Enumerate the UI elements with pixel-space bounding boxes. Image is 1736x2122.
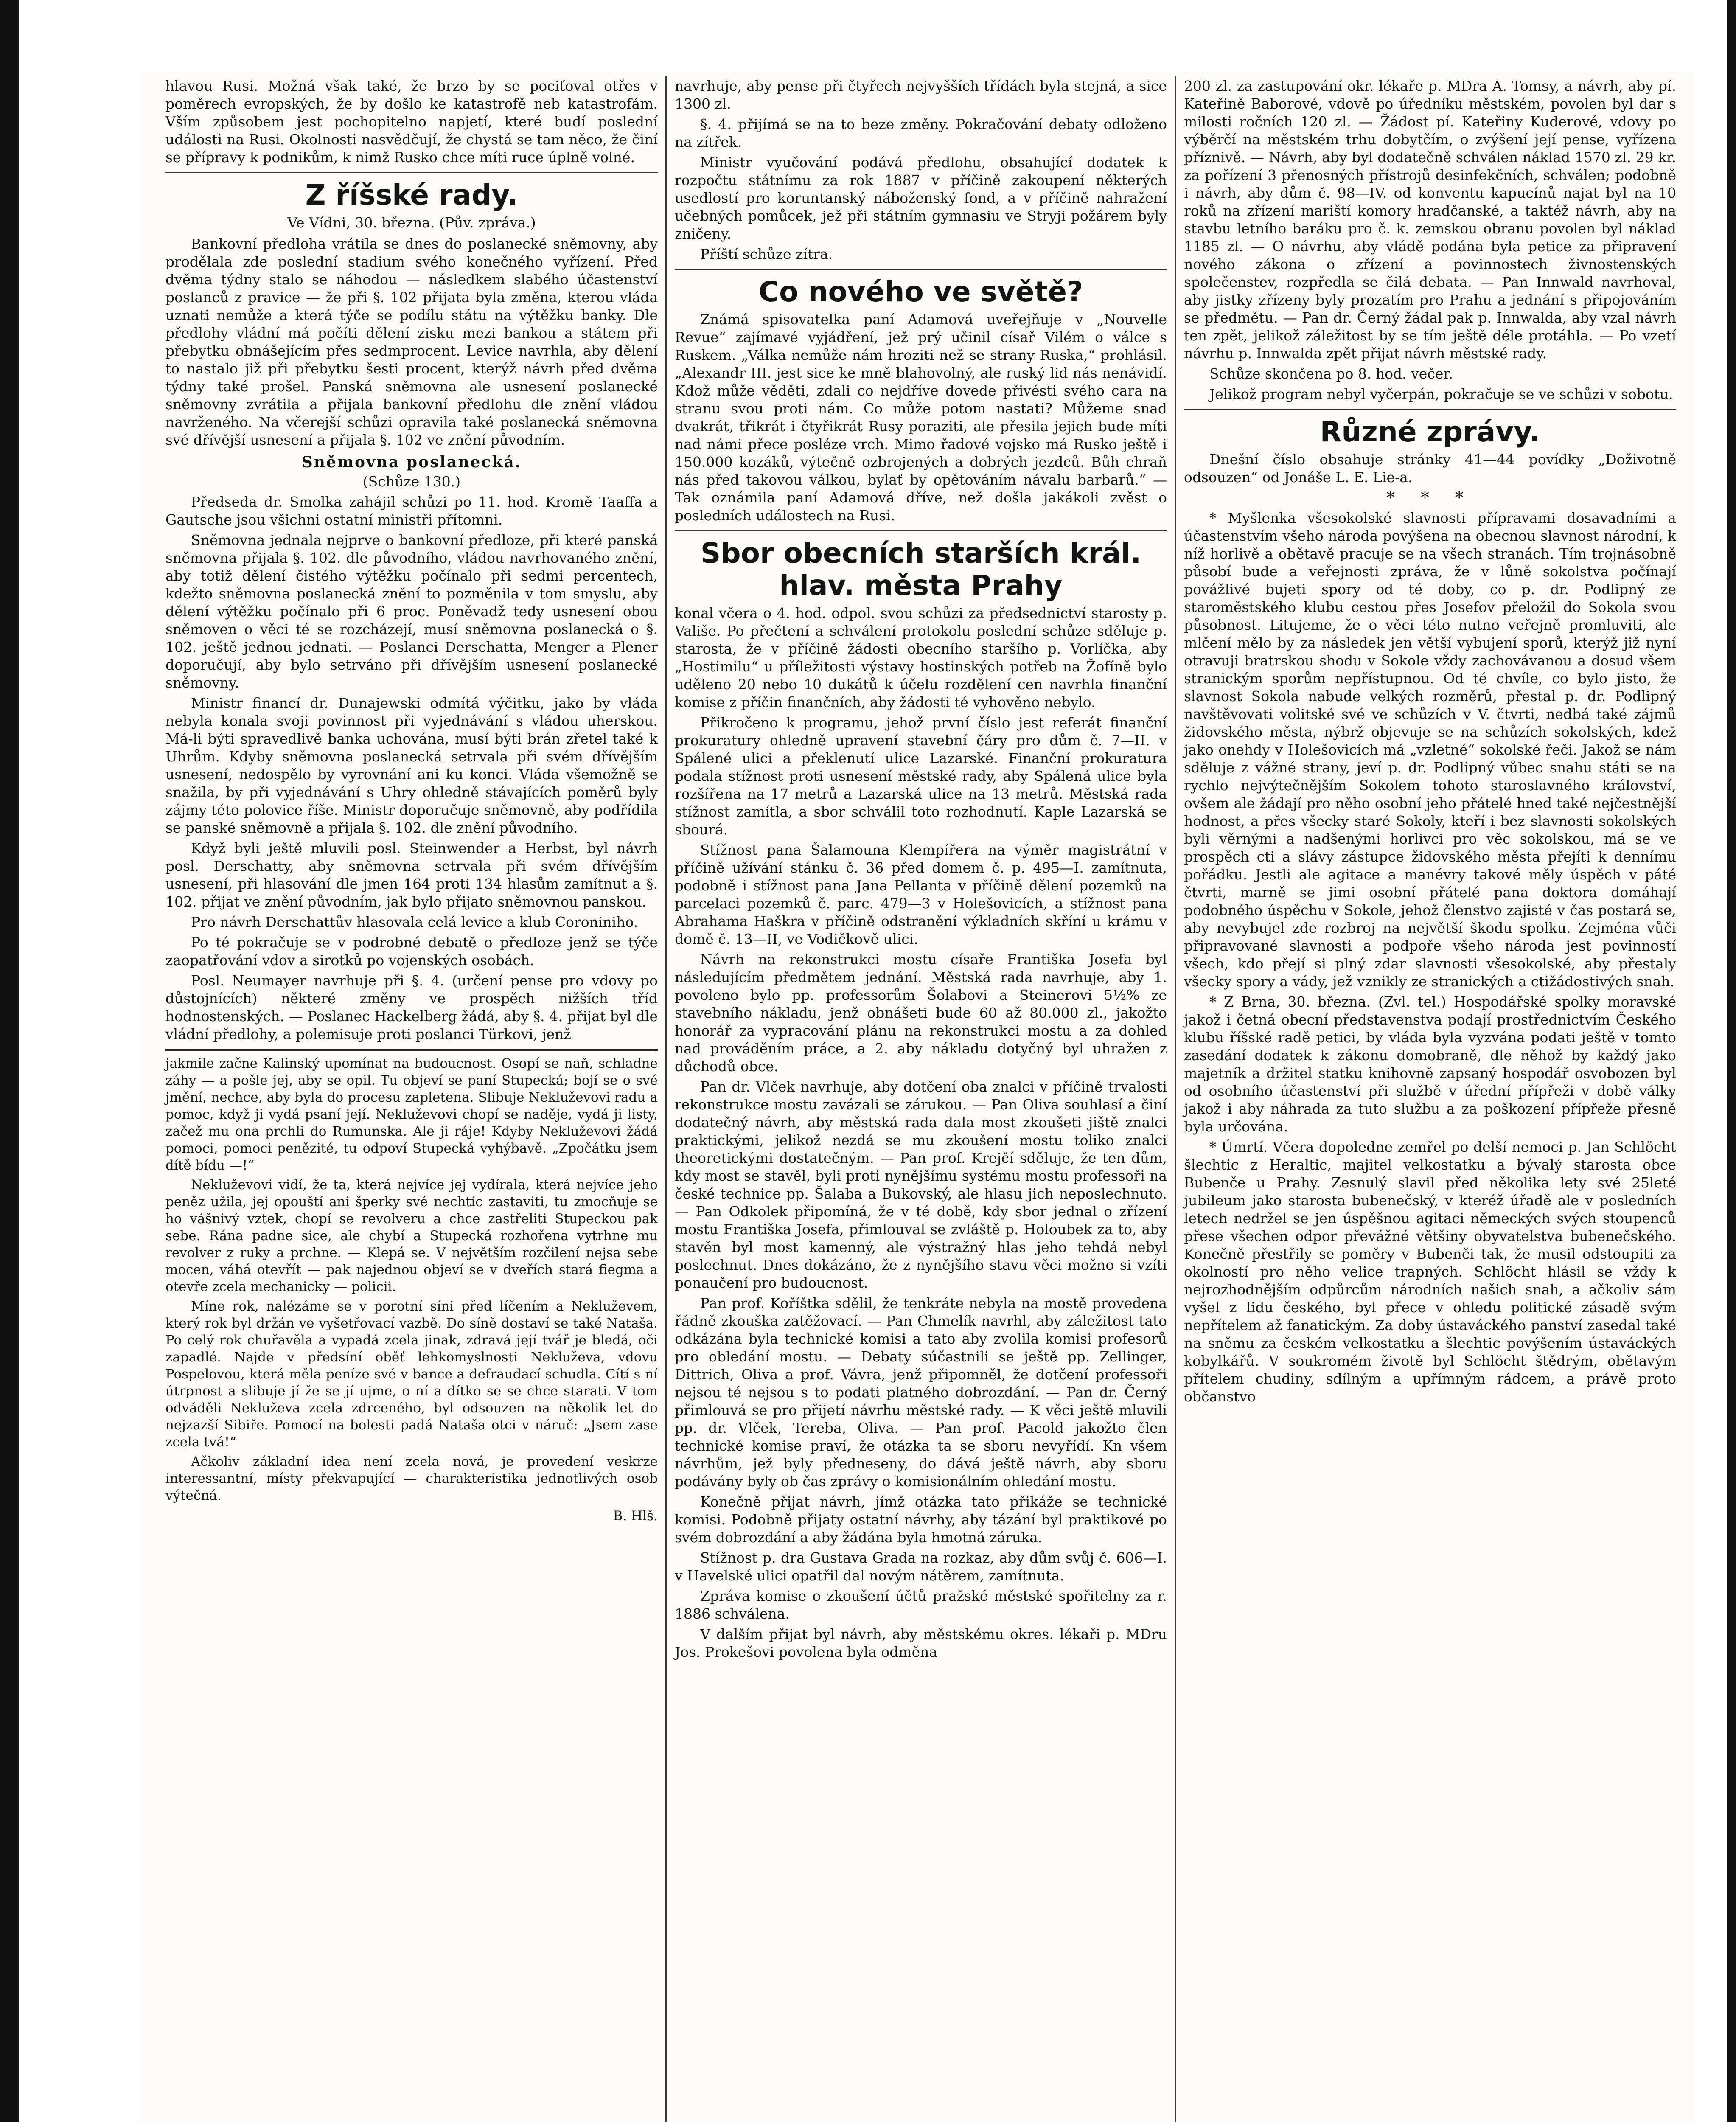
- scan-border-left: [0, 0, 19, 2122]
- separator: [1184, 409, 1676, 410]
- article-paragraph: Když byli ještě mluvili posl. Steinwender a Herbst, byl návrh posl. Derschatty, aby sněmovna setrvala při svém dřívějším usnesení, při hlasování dle jmen 164 proti 134 hlasům zamítnut a §. 102. přijat ve znění původním, jak bylo přijato sněmovnou panskou.: [165, 840, 658, 910]
- feuilleton-paragraph: Ačkoliv základní idea není zcela nová, je provedení veskrze interessantní, místy překvapující — charakteristika jednotlivých osob výtečná.: [165, 1454, 658, 1503]
- column-2: [675, 77, 1167, 1664]
- article-paragraph: Ministr vyučování podává předlohu, obsahující dodatek k rozpočtu státnímu za rok 1887 v příčině zakoupení některých usedlostí pro koruntanský náboženský fond, a v příčině nahražení učebných pomůcek, jež při státním gymnasiu ve Stryji požárem byly zničeny.: [675, 154, 1167, 242]
- feuilleton-rule: [165, 1049, 658, 1051]
- article-paragraph: Stížnost pana Šalamouna Klempířera na výměr magistrátní v příčině užívání stánku č. 36 před domem č. p. 495—I. zamítnuta, podobně i stížnost pana Jana Pellanta v příčině dělení pozemků na parcelaci pozemků č. parc. 479—3 v Holešovicích, a stížnost pana Abrahama Haškra v příčině odstranění výkladních skříní u krámu v domě č. 13—II, ve Vodičkově ulici.: [675, 842, 1167, 947]
- column-divider: [665, 76, 667, 2122]
- article-paragraph: 200 zl. za zastupování okr. lékaře p. MDra A. Tomsy, a návrh, aby pí. Kateřině Baborové, vdově po úředníku městském, povolen byl dar s milosti ročních 120 zl. — Žádost pí. Kateřiny Kuderové, vdovy po výběrčí na městském trhu dobytčím, o zvýšení její pense, vyřízena příznivě. — Návrh, aby byl dodatečně schválen náklad 1570 zl. 29 kr. za pořízení 3 přenosných přístrojů desinfekčních, schválen; podobně i návrh, aby dům č. 98—IV. od konventu kapucínů najat byl na 10 roků na zřízení mariští komory hradčanské, a taktéž návrh, aby na stavbu letního baráku pro č. k. zemskou obranu povolen byl náklad 1185 zl. — O návrhu, aby vládě podána byla petice za připravení nového zákona o zřízení a povinnostech živnostenských společenstev, rozpředla se čilá debata. — Pan Innwald navrhoval, aby jistky zřízeny byly prozatím pro Prahu a jednání s připojováním se předmětu. — Pan dr. Černý žádal pak p. Innwalda, aby vzal návrh ten zpět, jelikož záležitost by se tím ještě déle protáhla. — Po vzetí návrhu p. Innwalda zpět přijat návrh městské rady.: [1184, 78, 1676, 362]
- section-stars: * * *: [1386, 488, 1474, 508]
- article-paragraph: Pro návrh Derschattův hlasovala celá levice a klub Coroniniho.: [191, 914, 638, 930]
- article-paragraph: Zpráva komise o zkoušení účtů pražské městské spořitelny za r. 1886 schválena.: [675, 1588, 1167, 1622]
- article-paragraph: navrhuje, aby pense při čtyřech nejvyšších třídách byla stejná, a sice 1300 zl.: [675, 78, 1167, 112]
- column-divider: [1175, 76, 1176, 2122]
- headline-imperial-council: Z říšské rady.: [305, 179, 518, 211]
- news-item: * Úmrtí. Včera dopoledne zemřel po delší nemoci p. Jan Schlöcht šlechtic z Heraltic, majitel velkostatku a bývalý starosta obce Bubenče u Prahy. Zesnulý slavil před několika lety své 25leté jubileum jako starosta bubenečský, v kteréž úřadě ale v posledních letech nedržel se jen úspěšnou agitaci německých svých stoupenců přese všechen odpor převážné většiny obyvatelstva bubenečského. Konečně přestřily se poměry v Bubenči tak, že musil odstoupiti za okolností pro něho velice trapných. Schlöcht hlásil se vždy k nejrozhodnějším odpůrcům národních našich snah, a ačkoliv sám vyšel z lidu českého, byl přece v ohledu politické zásadě svým nepřítelem až fanatickým. Za doby ústaváckého panství zasedal také na sněmu za českém velkostatku a šlechtic povýšením ústaváckých kobylkářů. V soukromém životě byl Schlöcht štědrým, obětavým přítelem chudiny, sdílným a upřímným rádcem, a právě proto občanstvo: [1184, 1139, 1676, 1405]
- separator: [165, 172, 658, 173]
- article-paragraph: Přikročeno k programu, jehož první číslo jest referát finanční prokuratury ohledně upravení stavební čáry pro dům č. 7—II. v Spálené ulici a překlenutí ulice Lazarské. Finanční prokuratura podala stížnost proti usnesení městské rady, aby Spálená ulice byla rozšířena na 17 metrů a Lazarská ulice na 13 metrů. Městská rada stížnost zamítla, a sbor schválil toto rozhodnutí. Kaple Lazarská se sbourá.: [675, 714, 1167, 838]
- article-paragraph: V dalším přijat byl návrh, aby městskému okres. lékaři p. MDru Jos. Prokešovi povolena byla odměna: [675, 1626, 1167, 1660]
- article-paragraph: Sněmovna jednala nejprve o bankovní předloze, při které panská sněmovna přijala §. 102. dle původního, vládou navrhovaného znění, aby totiž dělení čistého výtěžku počínalo při sedmi percentech, kdežto sněmovna poslanecká znění to pozměnila v tom smyslu, aby dělení výtěžku počínalo při 6 proc. Poněvadž tedy usnesení obou sněmoven o věci té se rozcházejí, musí sněmovna poslanecká o §. 102. ještě jednou jednati. — Poslanci Derschatta, Menger a Plener doporučují, aby bylo setrváno při dřívějším usnesení poslanecké sněmovny.: [165, 532, 658, 691]
- article-paragraph: Návrh na rekonstrukci mostu císaře Františka Josefa byl následujícím předmětem jednání. Městská rada navrhuje, aby 1. povoleno bylo pp. professorům Šolabovi a Steinerovi 5½% ze stavebního nákladu, jenž obnášeti bude 60 až 80.000 zl., jakožto honorář za vypracování plánu na rekonstrukci mostu a za dohled nad prováděním práce, a 2. aby nákladu dotyčný byl uhražen z důchodů obce.: [675, 951, 1167, 1075]
- column-1: [165, 77, 658, 1524]
- article-paragraph: Známá spisovatelka paní Adamová uveřejňuje v „Nouvelle Revue“ zajímavé vyjádření, jež prý učinil císař Vilém o válce s Ruskem. „Válka nemůže nám hroziti než se strany Ruska,“ prohlásil. „Alexandr III. jest sice ke mně blahovolný, ale ruský lid nás nenávidí. Kdož může věděti, zdali co nejdříve dovede přivésti svého cara na stranu svou proti nám. Co může potom nastati? Můžeme snad dvakrát, třikrát i čtyřikrát Rusy poraziti, ale přesila jejich bude míti nad námi přece posléze vrch. Mimo řadové vojsko má Rusko ještě i 150.000 kozáků, výtečně ozbrojených a dobrých jezdců. Bůh chraň nás před takovou válkou, bylať by opětováním návalu barbarů.“ — Tak oznámila paní Adamová dříve, než došla jakákoli zvěst o posledních událostech na Rusi.: [675, 311, 1167, 524]
- intro-paragraph: hlavou Rusi. Možná však také, že brzo by se pociťoval otřes v poměrech evropských, že by došlo ke katastrofě neb katastrofám. Vším způsobem jest pochopitelno napjetí, které budí poslední události na Rusi. Okolnosti nasvědčují, že chystá se tam něco, že činí se přípravy k podnikům, k nimž Rusko chce míti ruce úplně volné.: [165, 78, 658, 166]
- article-paragraph: §. 4. přijímá se na to beze změny. Pokračování debaty odloženo na zítřek.: [675, 116, 1167, 150]
- news-item: * Z Brna, 30. března. (Zvl. tel.) Hospodářské spolky moravské jakož i četná obecní představenstva podají prostřednictvím Českého klubu říšské radě petici, by vláda byla vyzvána podati ještě v tomto zasedání dodatek k zákonu domobraně, dle něhož by každý jako majetník a držitel statku knihovně zapsaný hospodář osvobozen byl od osobního účastenství při službě v úřední přípřeži v době války jakož i aby náhrada za tuto službu a za poškození přípřeže přesně byla určována.: [1184, 994, 1676, 1135]
- article-paragraph: Konečně přijat návrh, jímž otázka tato přikáže se technické komisi. Podobně přijaty ostatní návrhy, aby tázání byl praktikové po svém dobrozdání a aby žádána byla hmotná záruka.: [675, 1493, 1167, 1546]
- news-item: * Myšlenka všesokolské slavnosti přípravami dosavadními a účastenstvím všeho národa povýšena na obecnou slavnost národní, k níž horlivě a obětavě pracuje se na všech stranách. Tím trojnásobně působí bude a veřejnosti zpráva, že v lůně sokolstva počínají povážlivé bujeti spory od té doby, co p. dr. Podlipný ze staroměstského klubu cestou přes Josefov přeložil do Sokola svou působnost. Litujeme, že o věci této nutno veřejně promluviti, ale mlčení mělo by za následek jen větší vybujení sporů, kterýž již nyní otravuji bratrskou shodu v Sokole vždy zachovávanou a dosud všem stranickým sporům nepřístupnou. Od té chvíle, co bylo jisto, že slavnost Sokola nabude velkých rozměrů, přestal p. dr. Podlipný navštěvovati volitské své ve schůzích v V. čtvrti, nedbá také zájmů židovského města, nýbrž objevuje se na schůzích sokolských, kdež jako onehdy v Holešovicích má „vzletné“ sokolské řeči. Jakož se nám sděluje z vážné strany, jeví p. dr. Podlipný vůbec snahu státi se na rychlo nejvýtečnějším Sokolem tohoto staroslavného království, ovšem ale žádají pro něho osobní jeho přátelé hned také nejčestnější hodnost, a přes všecky staré Sokoly, kteří i bez slavnosti sokolských byli věrnými a nadšenými horlivci pro věc sokolskou, má se ve prospěch cti a slávy zástupce židovského města přejíti k dennímu pořádku. Jestli ale agitace a manévry takové měly úspěch v páté čtvrti, marně se jimi osobní přátelé pana doktora domáhají podobného úspěchu v Sokole, jehož členstvo zajisté v čas postará se, aby nevybujel zde rozbroj na největší škodu spolku. Zejména vůči připravované slavnosti a podpoře všeho národa jest povinností všech, kdo přejí si plný zdar slavnosti všesokolské, aby přestaly všecky spory a vády, jež vznikly ze stranických a ctižádostivých snah.: [1184, 510, 1676, 990]
- article-paragraph: Schůze skončena po 8. hod. večer.: [1209, 365, 1453, 382]
- article-paragraph: Ministr financí dr. Dunajewski odmítá výčitku, jako by vláda nebyla konala svoji povinnost při vyjednávání s vládou uherskou. Má-li býti spravedlivě banka uchována, musí býti brán zřetel také k Uhrům. Kdyby sněmovna poslanecká setrvala při svém dřívějším usnesení, nedospělo by vyrovnání ani ku konci. Vláda všemožně se snažila, by při vyjednávání s Uhry ohledně stávajících poměrů byly zájmy této polovice říše. Ministr doporučuje sněmovně, aby podřídila se panské sněmovně a přijala §. 102. dle znění původního.: [165, 695, 658, 836]
- separator: [675, 269, 1167, 270]
- scan-border-right: [1727, 0, 1736, 2122]
- headline-various-news: Různé zprávy.: [1320, 415, 1540, 448]
- article-paragraph: Příští schůze zítra.: [700, 246, 833, 262]
- subheadline-chamber: Sněmovna poslanecká.: [301, 453, 522, 471]
- headline-world-news: Co nového ve světě?: [758, 275, 1083, 308]
- article-paragraph: Pan dr. Vlček navrhuje, aby dotčení oba znalci v příčině trvalosti rekonstrukce mostu zavázali se zárukou. — Pan Oliva souhlasí a činí dodatečný návrh, aby městská rada dala most zkoušeti jiště znalci praktickými, jelikož nezdá se mu zkoušení mostu toliko znalci theoretickými dostatečným. — Pan prof. Krejčí sděluje, že ten dům, kdy most se stavěl, byli proti nynějšímu systému mostu professoři na české technice pp. Šalaba a Bukovský, ale hlasu jich neposlechnuto. — Pan Odkolek připomíná, že v té době, kdy sbor jednal o zřízení mostu Františka Josefa, přimlouval se zvláště p. Holoubek za to, aby stavěn byl most kamenný, ale výstražný hlas jeho tehdá nebyl poslechnut. Dnes dokázáno, že z nynějšího stavu věci možno si vzíti ponaučení pro budoucnost.: [675, 1078, 1167, 1291]
- dateline: Ve Vídni, 30. března. (Pův. zpráva.): [287, 214, 536, 231]
- feuilleton-paragraph: jakmile začne Kalinský upomínat na budoucnost. Osopí se naň, schladne záhy — a pošle jej, aby se opil. Tu objeví se paní Stupecká; bojí se o své jmění, nechce, aby byla do procesu zapletena. Slibuje Nekluževovi radu a pomoc, když ji vydá psaní její. Nekluževovi chopí se naděje, vydá ji listy, začež mu ona prchli do Rumunska. Ale ji ráje! Kdyby Nekluževovi žádá pomoci, pomoci penězité, tu odpoví Stupecká vyhýbavě. „Zpočátku jsem dítě bídu —!“: [165, 1056, 658, 1173]
- article-paragraph: Bankovní předloha vrátila se dnes do poslanecké sněmovny, aby prodělala zde poslední stadium svého konečného vyřízení. Před dvěma týdny stalo se náhodou — následkem slabého účastenství poslanců z pravice — že při §. 102 přijata byla změna, kterou vláda uznati nemůže a která týče se podílu státu na výtěžku banky. Dle předlohy vládní má počíti dělení zisku mezi bankou a státem při přebytku obnášejícím přes sedmprocent. Levice navrhla, aby dělení to nastalo již při přebytku šesti procent, kterýž návrh před dvěma týdny také prošel. Panská sněmovna ale usnesení poslanecké sněmovny zvrátila a přijala bankovní předlohu dle znění vládou navrženého. Na včerejší schůzi opravila také poslanecká sněmovna své dřívější usnesení a přijala §. 102 ve znění původním.: [165, 236, 658, 448]
- feuilleton-paragraph: Míne rok, nalézáme se v porotní síni před líčením a Nekluževem, který rok byl držán ve vyšetřovací vazbě. Do síně dostaví se také Nataša. Po celý rok chuřavěla a vypadá zcela jinak, zdravá její tvář je bledá, oči zapadlé. Najde v předsíní oběť lehkomyslnosti Nekluževa, vdovu Pospelovou, která měla peníze své v bance a defraudací schudla. Cítí s ní útrpnost a slibuje jí že se jí ujme, o ní a dítko se se chce starati. V tom odváděli Nekluževa zcela zdrceného, byl odsouzen na několik let do nejzazší Sibiře. Pomocí na bolesti padá Nataša otci v náruč: „Jsem zase zcela tvá!“: [165, 1299, 658, 1450]
- article-paragraph: Posl. Neumayer navrhuje při §. 4. (určení pense pro vdovy po důstojnících) některé změny ve prospěch nižších tříd hodnostenských. — Poslanec Hackelberg žádá, aby §. 4. přijat byl dle vládní předlohy, a polemisuje proti poslanci Türkovi, jenž: [165, 972, 658, 1042]
- article-paragraph: Jelikož program nebyl vyčerpán, pokračuje se ve schůzi v sobotu.: [1209, 386, 1673, 402]
- separator: [675, 530, 1167, 531]
- news-item: Dnešní číslo obsahuje stránky 41—44 povídky „Doživotně odsouzen“ od Jonáše L. E. Lie-a.: [1184, 451, 1676, 486]
- column-3: [1184, 77, 1676, 1408]
- feuilleton-signature: B. Hlš.: [613, 1508, 658, 1524]
- session-number: (Schůze 130.): [362, 473, 461, 490]
- article-paragraph: konal včera o 4. hod. odpol. svou schůzi za předsednictví starosty p. Vališe. Po přečtení a schválení protokolu poslední schůze sděluje p. starosta, že v příčině žádosti obecního staršího p. Vorlíčka, aby „Hostimilu“ u příležitosti výstavy hostinských potřeb na Žofíně bylo uděleno 20 nebo 10 dukátů k účelu rozdělení cen navrhla finanční komise z příčin finančních, aby žádosti té vyhověno nebylo.: [675, 605, 1167, 710]
- feuilleton-paragraph: Nekluževovi vidí, že ta, která nejvíce jej vydírala, která nejvíce jeho peněz užila, jej opouští ani šperky své nechtíc zastaviti, tu zmocňuje se ho vášnivý vztek, chopí se revolveru a chce zastřeliti Stupeckou pak sebe. Rána padne sice, ale chybí a Stupecká rozhořena vytrhne mu revolver z ruky a prchne. — Klepá se. V největším rozčilení nejsa sebe mocen, váhá otevřít — pak najednou objeví se v dveřích stará fiegma a otevře zcela mechanicky — policii.: [165, 1177, 658, 1294]
- article-paragraph: Po té pokračuje se v podrobné debatě o předloze jenž se týče zaopatřování vdov a sirotků po vojenských osobách.: [165, 934, 658, 968]
- headline-city-council: Sbor obecních starších král. hlav. města Prahy: [700, 537, 1141, 602]
- feuilleton: [165, 1055, 658, 1524]
- newspaper-page: [140, 72, 1693, 2122]
- article-paragraph: Stížnost p. dra Gustava Grada na rozkaz, aby dům svůj č. 606—I. v Havelské ulici opatřil dal novým nátěrem, zamítnuta.: [675, 1549, 1167, 1584]
- article-paragraph: Pan prof. Koříštka sdělil, že tenkráte nebyla na mostě provedena řádně zkouška zatěžovací. — Pan Chmelík navrhl, aby záležitost tato odkázána byla technické komisi a tato aby zvolila komisi profesorů pro obledání mostu. — Debaty súčastnili se ještě pp. Zellinger, Dittrich, Oliva a prof. Vávra, jenž připomněl, že dotčení professoři nejsou té nejsou s to podati platného dobrozdání. — Pan dr. Černý přimlouvá se pro přijetí návrhu městské rady. — K věci ještě mluvili pp. dr. Vlček, Tereba, Oliva. — Pan prof. Pacold jakožto člen technické komise praví, že otázka ta se sboru nevyřídí. Kn všem návrhům, jež byly předneseny, do dává ještě návrh, aby sboru podávány byly ob čas zprávy o komisionálním ohledání mostu.: [675, 1295, 1167, 1490]
- article-paragraph: Předseda dr. Smolka zahájil schůzi po 11. hod. Kromě Taaffa a Gautsche jsou všichni ostatní ministři přítomni.: [165, 494, 658, 528]
